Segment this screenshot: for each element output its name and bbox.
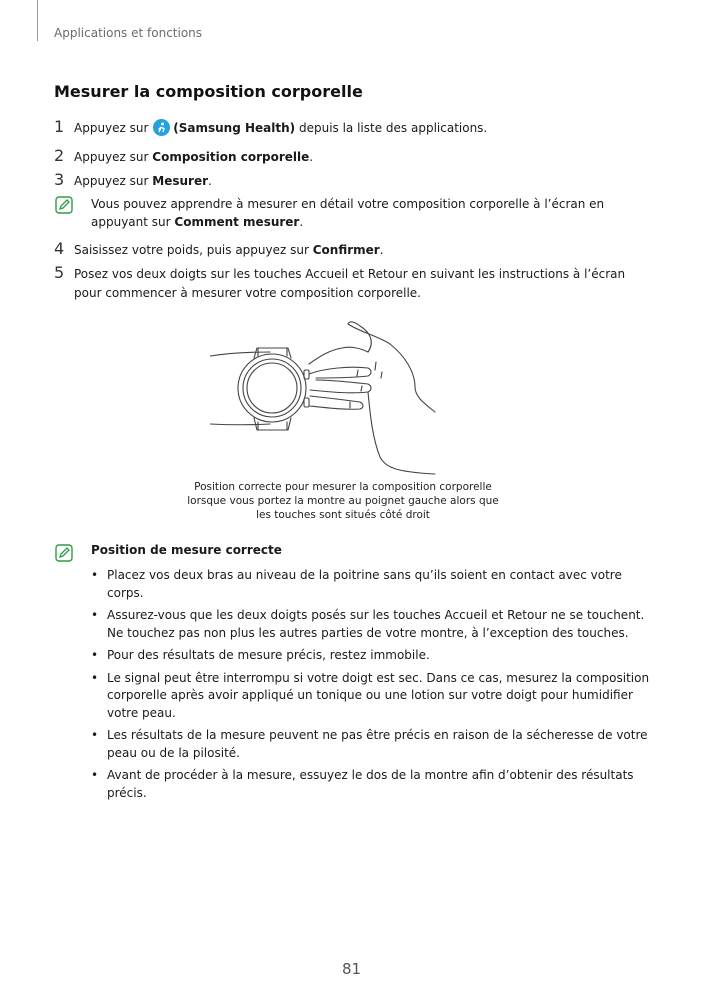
step-text: Appuyez sur [74, 121, 149, 135]
note-bold: Comment mesurer [174, 215, 300, 229]
step-bold: Composition corporelle [152, 150, 310, 164]
bullet: • [91, 768, 99, 782]
step-text-post: . [208, 174, 212, 188]
step-number: 3 [54, 170, 65, 189]
bullet: • [91, 608, 99, 622]
list-item: • Le signal peut être interrompu si votre doigt est sec. Dans ce cas, mesurez la composition corporelle après avoir appliqué un tonique ou une lotion sur votre doigt pour humidifier votre peau. [91, 670, 650, 720]
step-number: 2 [54, 146, 65, 165]
list-item: • Avant de procéder à la mesure, essuyez le dos de la montre afin d’obtenir des résultats précis. [91, 768, 634, 800]
list-item: • Placez vos deux bras au niveau de la poitrine sans qu’ils soient en contact avec votre corps. [91, 568, 622, 600]
list-item: • Assurez-vous que les deux doigts posés sur les touches Accueil et Retour ne se touchent. Ne touchez pas non plus les autres parties de votre montre, à l’exception des touches. [91, 608, 645, 640]
step-text: Saisissez votre poids, puis appuyez sur [74, 243, 313, 257]
tips-title: Position de mesure correcte [91, 543, 282, 557]
list-item: • Pour des résultats de mesure précis, restez immobile. [91, 647, 651, 665]
bullet: • [91, 670, 99, 685]
samsung-health-icon [153, 119, 170, 136]
running-header: Applications et fonctions [54, 26, 203, 40]
step-text: Appuyez sur [74, 174, 153, 188]
bullet: • [91, 728, 99, 742]
bullet: • [91, 648, 99, 662]
note-pencil-icon [55, 196, 73, 214]
step-number: 4 [54, 239, 65, 258]
tips-list [91, 567, 651, 807]
step-text: Appuyez sur [74, 150, 153, 164]
step-text: Posez vos deux doigts sur les touches Accueil et Retour en suivant les instructions à l’écran pour commencer à mesurer votre composition corporelle. [74, 267, 626, 300]
page-number: 81 [341, 960, 362, 978]
step-bold: Confirmer [312, 243, 380, 257]
step-text-post: . [309, 150, 314, 164]
step-number: 1 [54, 117, 65, 136]
list-item: • Les résultats de la mesure peuvent ne pas être précis en raison de la sécheresse de votre peau ou de la pilosité. [91, 728, 648, 760]
note-pencil-icon [55, 544, 73, 562]
margin-rule [37, 0, 38, 41]
step-text-post: . [379, 243, 384, 257]
step-bold: (Samsung Health) [173, 121, 296, 135]
step-number: 5 [54, 263, 65, 282]
figure-caption: Position correcte pour mesurer la composition corporelle lorsque vous portez la montre au poignet gauche alors que les touches sont situés côté droit [187, 481, 499, 521]
step-text-post: depuis la liste des applications. [295, 121, 488, 135]
bullet: • [91, 568, 99, 582]
note-text: Vous pouvez apprendre à mesurer en détail votre composition corporelle à l’écran en appuyant sur Comment mesurer. [91, 197, 605, 229]
watch-hand-illustration [210, 312, 500, 481]
section-title: Mesurer la composition corporelle [54, 82, 363, 101]
step-bold: Mesurer [152, 174, 209, 188]
